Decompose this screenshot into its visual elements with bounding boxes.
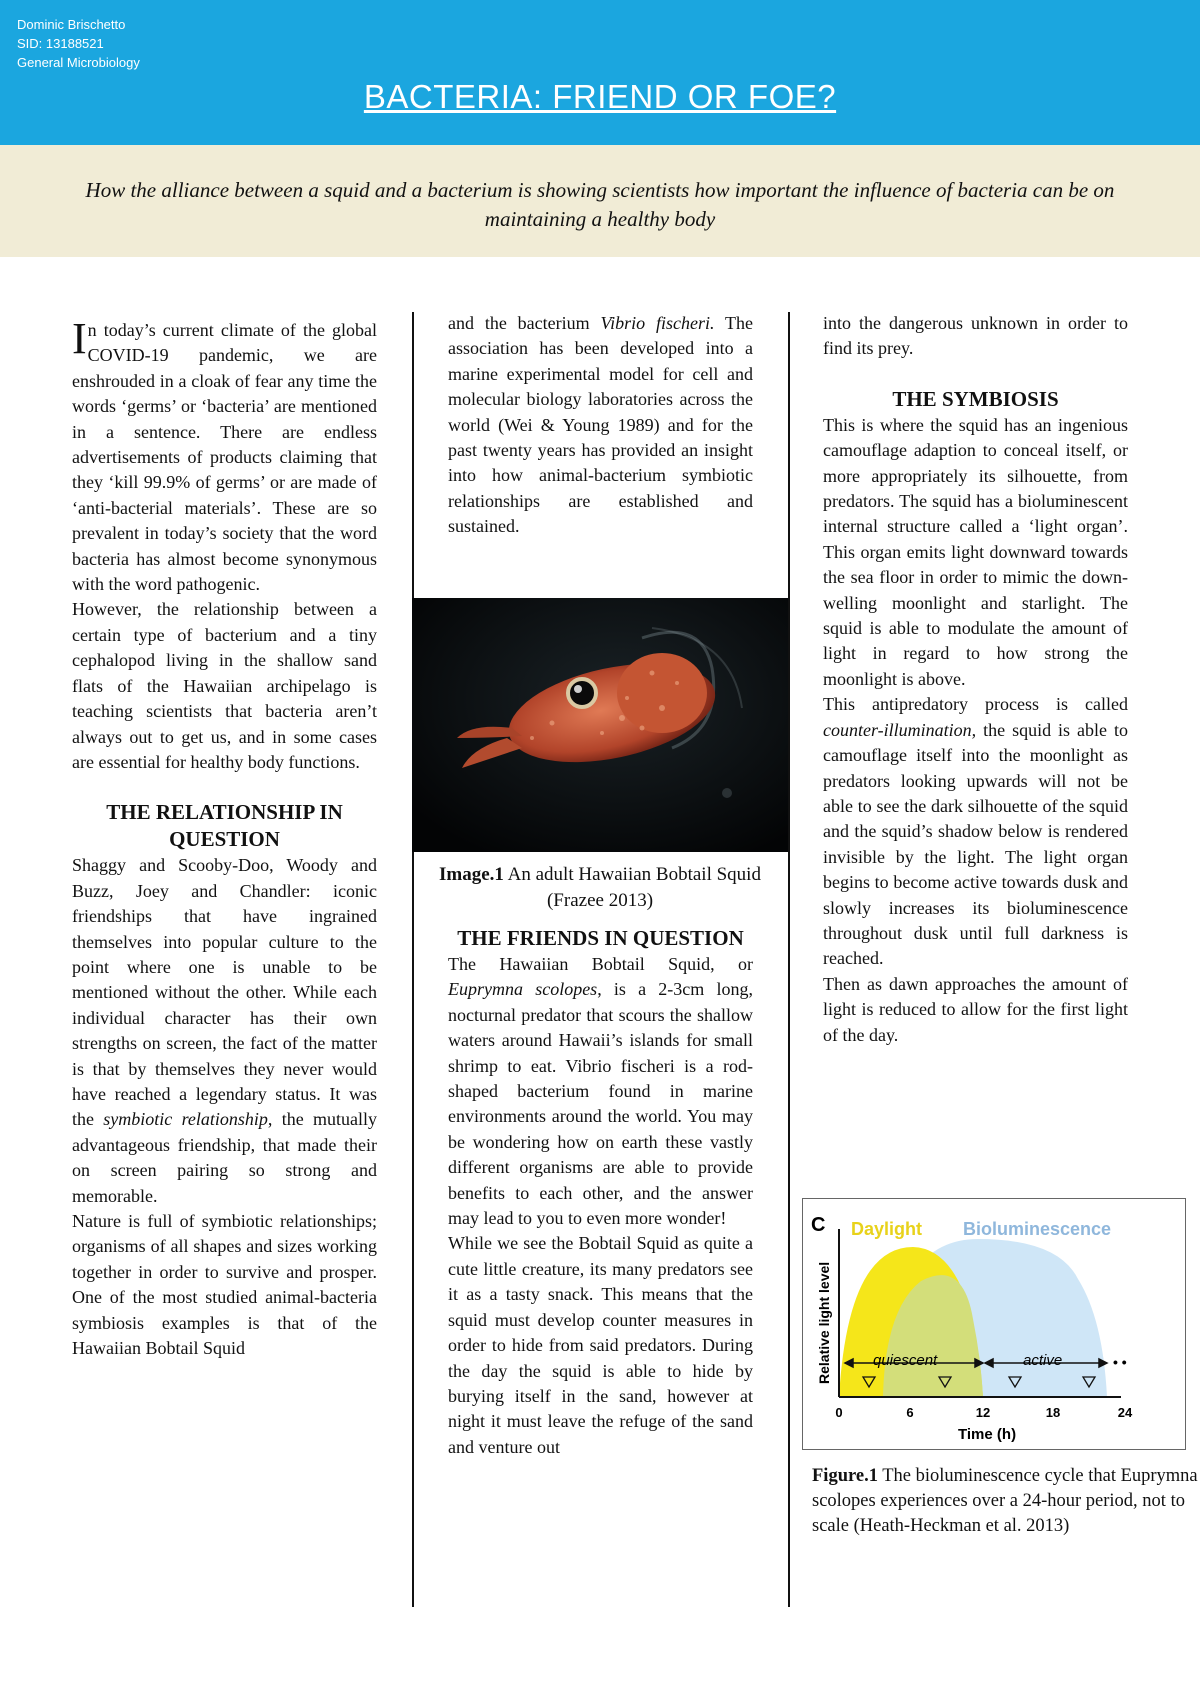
panel-letter: C bbox=[811, 1214, 826, 1236]
paragraph: Shaggy and Scooby-Doo, Woody and Buzz, Joey and Chandler: iconic friendships that have ingrained themselves into popular culture to the point where one is unable to be mentioned without the other. While each individual character has their own strengths on screen, the fact of the matter is that by themselves they never would have reached a legendary status. It was the symbiotic relationship, the mutually advantageous friendship, that made their on screen pairing so strong and memorable. bbox=[72, 855, 377, 1206]
drop-cap: I bbox=[72, 314, 87, 363]
paragraph: However, the relationship between a certain type of bacterium and a tiny cephalopod living in the shallow sand flats of the Hawaiian archipelago is teaching scientists that bacteria aren’t always out to get us, and in some cases are essential for healthy body functions. bbox=[72, 599, 377, 772]
legend-daylight: Daylight bbox=[851, 1219, 923, 1239]
column-3 bbox=[823, 311, 1128, 1048]
column-1 bbox=[72, 314, 377, 1361]
author-name: Dominic Brischetto bbox=[17, 17, 126, 32]
column-divider-right bbox=[788, 312, 790, 1607]
paragraph: and the bacterium Vibrio fischeri. The association has been developed into a marine experimental model for cell and molecular biology laboratories across the world (Wei & Young 1989) and for the past twenty years has provided an insight into how animal-bacterium symbiotic relationships are established and sustained. bbox=[448, 313, 753, 537]
x-axis-label: Time (h) bbox=[958, 1426, 1017, 1443]
paragraph: This antipredatory process is called counter-illumination, the squid is able to camouflage itself into the moonlight as predators looking upwards will not be able to see the dark silhouette of the squid and the squid’s shadow below is rendered invisible by the light. The light organ begins to become active towards dusk and slowly increases its bioluminescence throughout dusk until full darkness is reached. bbox=[823, 694, 1128, 969]
section-heading-relationship: THE RELATIONSHIP IN QUESTION bbox=[106, 800, 343, 852]
section-heading-symbiosis: THE SYMBIOSIS bbox=[892, 386, 1059, 411]
column-2-lower bbox=[448, 925, 753, 1460]
tick-label-0: 0 bbox=[835, 1405, 843, 1420]
paragraph: While we see the Bobtail Squid as quite a cute little creature, its many predators see it as a tasty snack. This means that the squid must develop counter measures in order to hide from said predators. During the day the squid is able to hide by burying itself in the sand, however at night it must leave the refuge of the sand and venture out bbox=[448, 1233, 753, 1457]
legend-bioluminescence: Bioluminescence bbox=[963, 1219, 1112, 1239]
paragraph: Then as dawn approaches the amount of light is reduced to allow for the first light of the day. bbox=[823, 973, 1128, 1045]
continuation-dots: • • bbox=[1113, 1354, 1127, 1370]
tick-label-24: 24 bbox=[1117, 1405, 1133, 1420]
quiescent-label: quiescent bbox=[873, 1352, 938, 1369]
section-heading-friends: THE FRIENDS IN QUESTION bbox=[457, 926, 744, 950]
tick-label-18: 18 bbox=[1045, 1405, 1061, 1420]
intro-paragraph: In today’s current climate of the global COVID-19 pandemic, we are enshrouded in a cloak of fear any time the words ‘germs’ or ‘bacteria’ are mentioned in a sentence. There are endless advertisements of products claiming that they ‘kill 99.9% of germs’ or are made of ‘anti-bacterial materials’. These are so prevalent in today’s society that the word bacteria has almost become synonymous with the word pathogenic. bbox=[72, 314, 377, 595]
author-block bbox=[17, 15, 140, 72]
student-id: SID: 13188521 bbox=[17, 36, 104, 51]
column-divider-left bbox=[412, 312, 414, 1607]
figure-bioluminescence-cycle bbox=[802, 1198, 1186, 1450]
paragraph: Nature is full of symbiotic relationships; organisms of all shapes and sizes working together in order to survive and prosper. One of the most studied animal-bacteria symbiosis examples is that of the Hawaiian Bobtail Squid bbox=[72, 1211, 377, 1359]
active-label: active bbox=[1023, 1352, 1063, 1369]
tick-label-12: 12 bbox=[975, 1405, 991, 1420]
course-name: General Microbiology bbox=[17, 55, 140, 70]
paragraph: into the dangerous unknown in order to find its prey. bbox=[823, 313, 1128, 359]
header-banner bbox=[0, 0, 1200, 145]
cycle-diagram bbox=[803, 1199, 1185, 1449]
squid-illustration bbox=[412, 598, 788, 852]
column-2 bbox=[448, 311, 753, 540]
image-caption: Image.1 An adult Hawaiian Bobtail Squid (Frazee 2013) bbox=[439, 864, 761, 911]
paragraph: The Hawaiian Bobtail Squid, or Euprymna scolopes, is a 2-3cm long, nocturnal predator that scours the shallow waters around Hawaii’s islands for small shrimp to eat. Vibrio fischeri is a rod-shaped bacterium found in marine environments around the world. You may be wondering how on earth these vastly different organisms are able to provide benefits to each other, and the answer may lead to you to even more wonder! bbox=[448, 954, 753, 1229]
tick-label-6: 6 bbox=[906, 1405, 914, 1420]
subtitle: How the alliance between a squid and a bacterium is showing scientists how important the influence of bacteria can be on maintaining a healthy body bbox=[85, 178, 1115, 231]
squid-photo bbox=[412, 598, 788, 852]
paragraph: This is where the squid has an ingenious camouflage adaption to conceal itself, or more appropriately its silhouette, from predators. The squid has a bioluminescent internal structure called a ‘light organ’. This organ emits light downward towards the sea floor in order to mimic the down-welling moonlight and starlight. The squid is able to modulate the amount of light in regard to how strong the moonlight is above. bbox=[823, 414, 1128, 689]
figure-caption: Figure.1 The bioluminescence cycle that Euprymna scolopes experiences over a 24-hour period, not to scale (Heath-Heckman et al. 2013) bbox=[812, 1466, 1198, 1536]
y-axis-label: Relative light level bbox=[816, 1261, 832, 1384]
page-title: BACTERIA: FRIEND OR FOE? bbox=[363, 78, 837, 115]
